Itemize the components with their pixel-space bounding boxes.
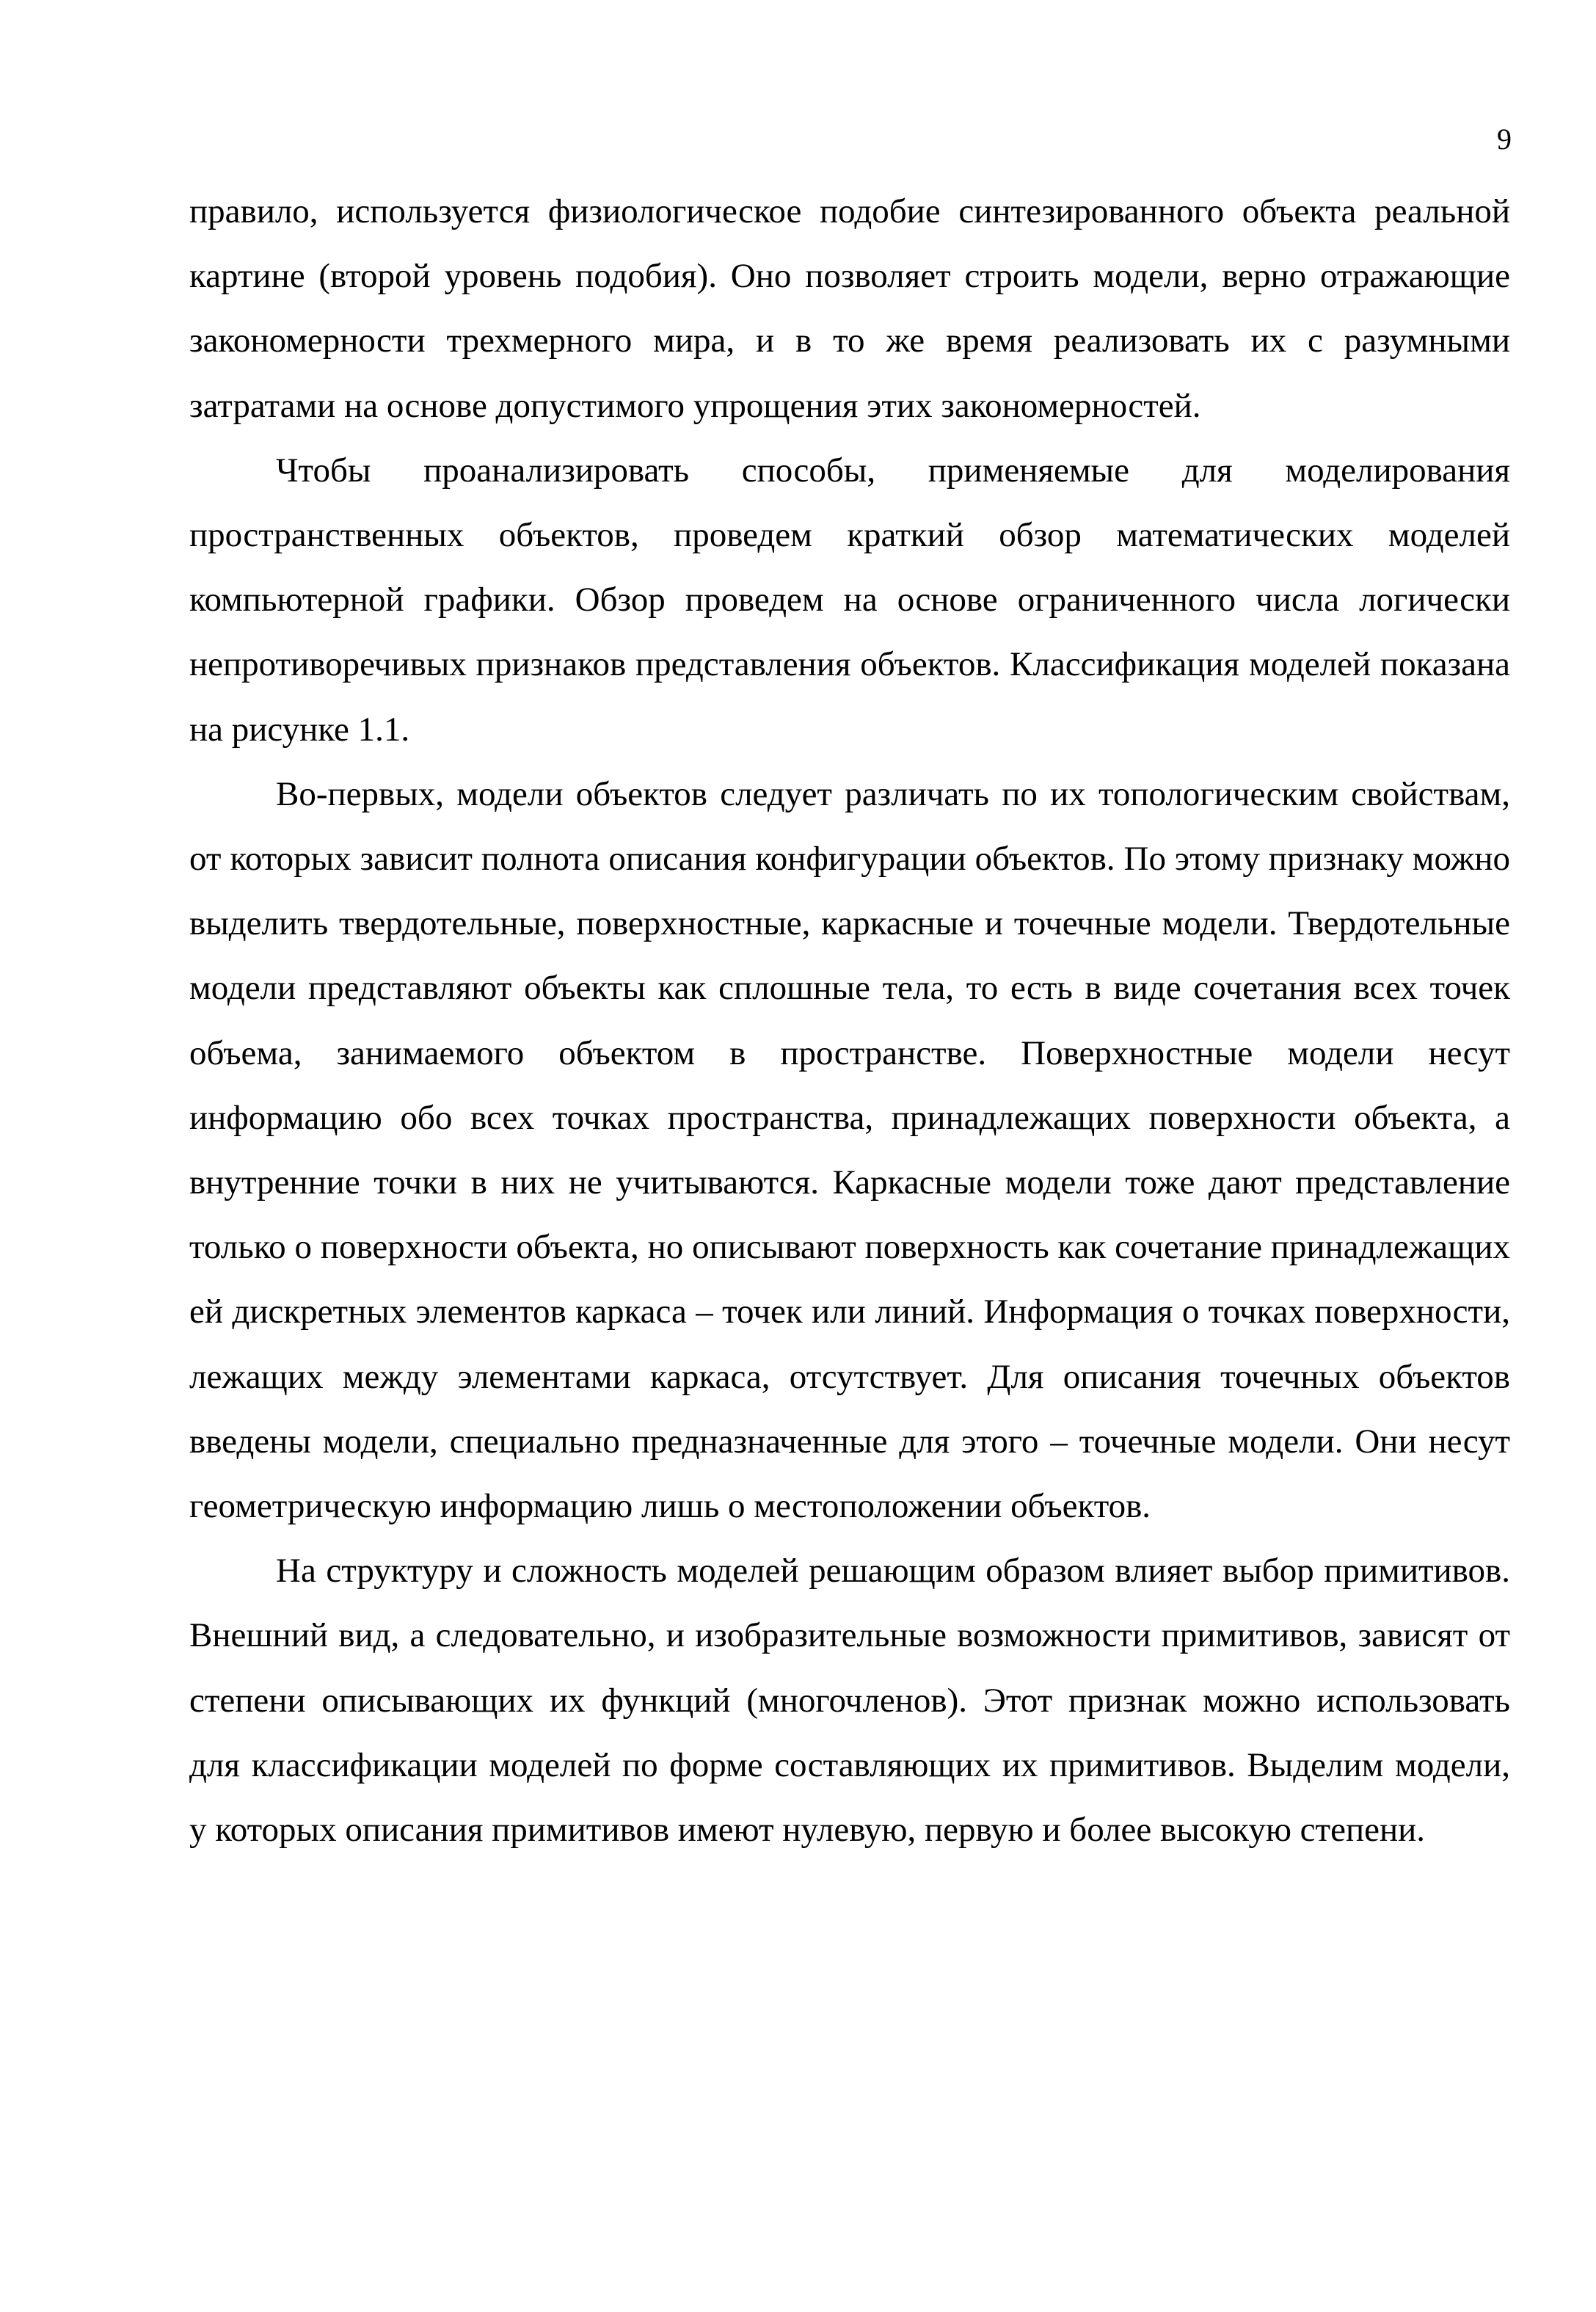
page-number: 9: [1497, 123, 1512, 156]
paragraph-continuation: правило, используется физиологическое подобие синтезированного объекта реальной картине (второй уровень подобия). Оно позволяет строить модели, верно отражающие закономерности трехмерного мира, и в то же время реализовать их с разумными затратами на основе допустимого упрощения этих закономерностей.: [189, 192, 1510, 425]
paragraph-primitives: На структуру и сложность моделей решающим образом влияет выбор примитивов. Внешний вид, а следовательно, и изобразительные возможности примитивов, зависят от степени описывающих их функций (многочленов). Этот признак можно использовать для классификации моделей по форме составляющих их примитивов. Выделим модели, у которых описания примитивов имеют нулевую, первую и более высокую степени.: [189, 1552, 1510, 1850]
paragraph-analysis-intro: Чтобы проанализировать способы, применяемые для моделирования пространственных объектов, проведем краткий обзор математических моделей компьютерной графики. Обзор проведем на основе ограниченного числа логически непротиворечивых признаков представления объектов. Классификация моделей показана на рисунке 1.1.: [189, 451, 1510, 749]
page-body: [189, 179, 1510, 1862]
paragraph-topological-properties: Во-первых, модели объектов следует различать по их топологическим свойствам, от которых зависит полнота описания конфигурации объектов. По этому признаку можно выделить твердотельные, поверхностные, каркасные и точечные модели. Твердотельные модели представляют объекты как сплошные тела, то есть в виде сочетания всех точек объема, занимаемого объектом в пространстве. Поверхностные модели несут информацию обо всех точках пространства, принадлежащих поверхности объекта, а внутренние точки в них не учитываются. Каркасные модели тоже дают представление только о поверхности объекта, но описывают поверхность как сочетание принадлежащих ей дискретных элементов каркаса – точек или линий. Информация о точках поверхности, лежащих между элементами каркаса, отсутствует. Для описания точечных объектов введены модели, специально предназначенные для этого – точечные модели. Они несут геометрическую информацию лишь о местоположении объектов.: [189, 774, 1510, 1526]
